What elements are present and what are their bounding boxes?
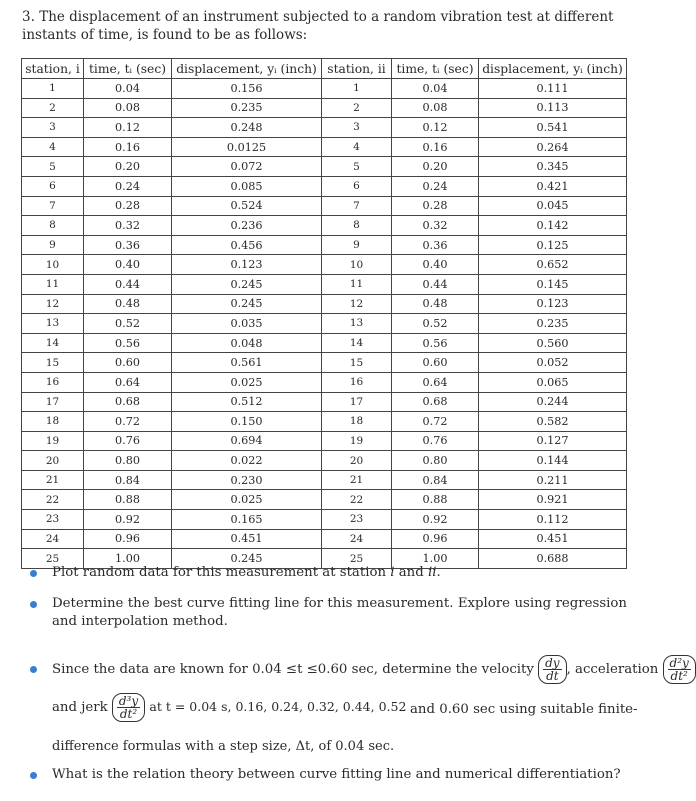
table-cell: 22 <box>322 490 392 510</box>
table-cell: 0.211 <box>479 470 627 490</box>
table-cell: 10 <box>22 255 84 275</box>
table-cell: 21 <box>22 470 84 490</box>
table-cell: 0.96 <box>84 529 172 549</box>
table-cell: 3 <box>322 118 392 138</box>
table-cell: 0.72 <box>84 412 172 432</box>
table-row <box>22 372 627 392</box>
table-cell: 0.52 <box>84 314 172 334</box>
table-row <box>22 431 627 451</box>
table-cell: 0.0125 <box>172 137 322 157</box>
table-cell: 0.92 <box>392 510 479 530</box>
table-cell: 1.00 <box>84 549 172 569</box>
table-row <box>22 353 627 373</box>
table-cell: 0.12 <box>392 118 479 138</box>
question-number: 3. <box>22 9 35 25</box>
table-cell: 14 <box>322 333 392 353</box>
table-cell: 17 <box>22 392 84 412</box>
table-cell: 0.235 <box>479 314 627 334</box>
table-cell: 0.156 <box>172 79 322 99</box>
header-station-i: station, i <box>22 59 84 79</box>
table-cell: 0.451 <box>479 529 627 549</box>
table-cell: 0.264 <box>479 137 627 157</box>
table-cell: 0.72 <box>392 412 479 432</box>
bullet-dot <box>30 772 37 779</box>
table-cell: 0.88 <box>84 490 172 510</box>
table-cell: 0.60 <box>84 353 172 373</box>
table-cell: 15 <box>322 353 392 373</box>
bullet-plot-text: Plot random data for this measurement at station i and ii. <box>52 565 441 580</box>
table-cell: 0.80 <box>84 451 172 471</box>
table-cell: 0.052 <box>479 353 627 373</box>
table-cell: 0.150 <box>172 412 322 432</box>
table-cell: 0.123 <box>479 294 627 314</box>
bullet-dot <box>30 666 37 673</box>
table-cell: 0.56 <box>84 333 172 353</box>
bullet-curve-fit-text: Determine the best curve fitting line for this measurement. Explore using regression and interpolation method. <box>52 596 627 629</box>
question-text <box>22 8 642 44</box>
table-row <box>22 235 627 255</box>
table-cell: 0.08 <box>392 98 479 118</box>
table-cell: 1 <box>322 79 392 99</box>
table-cell: 21 <box>322 470 392 490</box>
table-cell: 7 <box>322 196 392 216</box>
table-cell: 0.127 <box>479 431 627 451</box>
table-cell: 0.64 <box>392 372 479 392</box>
table-cell: 0.36 <box>392 235 479 255</box>
table-cell: 0.248 <box>172 118 322 138</box>
table-cell: 0.072 <box>172 157 322 177</box>
table-cell: 0.035 <box>172 314 322 334</box>
table-cell: 0.512 <box>172 392 322 412</box>
table-cell: 0.113 <box>479 98 627 118</box>
table-row <box>22 412 627 432</box>
table-cell: 0.40 <box>84 255 172 275</box>
table-cell: 7 <box>22 196 84 216</box>
table-cell: 0.142 <box>479 216 627 236</box>
table-cell: 0.76 <box>84 431 172 451</box>
table-cell: 0.921 <box>479 490 627 510</box>
table-cell: 0.085 <box>172 176 322 196</box>
table-cell: 0.345 <box>479 157 627 177</box>
table-cell: 0.20 <box>84 157 172 177</box>
table-cell: 0.80 <box>392 451 479 471</box>
table-cell: 13 <box>322 314 392 334</box>
table-cell: 16 <box>322 372 392 392</box>
table-cell: 1.00 <box>392 549 479 569</box>
table-cell: 16 <box>22 372 84 392</box>
table-cell: 24 <box>322 529 392 549</box>
header-time-i: time, tᵢ (sec) <box>84 59 172 79</box>
table-row <box>22 118 627 138</box>
table-cell: 20 <box>322 451 392 471</box>
table-cell: 5 <box>322 157 392 177</box>
table-cell: 0.44 <box>392 274 479 294</box>
velocity-fraction: $\frac{dy}{dt}$ <box>538 655 566 684</box>
table-cell: 25 <box>22 549 84 569</box>
table-cell: 20 <box>22 451 84 471</box>
table-cell: 0.025 <box>172 372 322 392</box>
table-cell: 0.20 <box>392 157 479 177</box>
table-cell: 19 <box>322 431 392 451</box>
table-row <box>22 314 627 334</box>
jerk-fraction: $\frac{\text{d³y}}{\text{dt²}}$ <box>112 693 145 722</box>
table-cell: 0.144 <box>479 451 627 471</box>
table-cell: 0.84 <box>392 470 479 490</box>
table-cell: 18 <box>322 412 392 432</box>
table-cell: 0.236 <box>172 216 322 236</box>
table-cell: 11 <box>322 274 392 294</box>
table-cell: 0.230 <box>172 470 322 490</box>
bullet-dot <box>30 601 37 608</box>
question-body: The displacement of an instrument subjected to a random vibration test at different instants of time, is found to be as follows: <box>22 9 614 43</box>
table-cell: 0.524 <box>172 196 322 216</box>
header-station-ii: station, ii <box>322 59 392 79</box>
table-cell: 0.04 <box>84 79 172 99</box>
table-cell: 0.582 <box>479 412 627 432</box>
table-cell: 0.08 <box>84 98 172 118</box>
table-cell: 4 <box>322 137 392 157</box>
displacement-table <box>21 58 627 569</box>
table-cell: 0.28 <box>392 196 479 216</box>
table-row <box>22 79 627 99</box>
table-cell: 0.16 <box>84 137 172 157</box>
table-cell: 0.245 <box>172 274 322 294</box>
table-row <box>22 157 627 177</box>
table-cell: 0.04 <box>392 79 479 99</box>
table-cell: 0.24 <box>84 176 172 196</box>
table-cell: 0.045 <box>479 196 627 216</box>
table-cell: 0.561 <box>172 353 322 373</box>
table-cell: 0.022 <box>172 451 322 471</box>
table-row <box>22 529 627 549</box>
table-cell: 24 <box>22 529 84 549</box>
table-cell: 6 <box>322 176 392 196</box>
table-cell: 10 <box>322 255 392 275</box>
table-cell: 0.16 <box>392 137 479 157</box>
table-row <box>22 392 627 412</box>
table-cell: 0.451 <box>172 529 322 549</box>
bullet-dot <box>30 570 37 577</box>
table-cell: 22 <box>22 490 84 510</box>
table-row <box>22 216 627 236</box>
table-cell: 0.652 <box>479 255 627 275</box>
table-cell: 0.28 <box>84 196 172 216</box>
table-cell: 0.24 <box>392 176 479 196</box>
table-row <box>22 470 627 490</box>
table-cell: 12 <box>322 294 392 314</box>
table-cell: 0.68 <box>84 392 172 412</box>
table-cell: 3 <box>22 118 84 138</box>
header-displacement-i: displacement, yᵢ (inch) <box>172 59 322 79</box>
table-cell: 0.12 <box>84 118 172 138</box>
table-cell: 5 <box>22 157 84 177</box>
table-cell: 4 <box>22 137 84 157</box>
table-cell: 0.88 <box>392 490 479 510</box>
table-cell: 6 <box>22 176 84 196</box>
table-row <box>22 196 627 216</box>
table-cell: 0.125 <box>479 235 627 255</box>
table-cell: 2 <box>22 98 84 118</box>
table-cell: 0.235 <box>172 98 322 118</box>
table-cell: 2 <box>322 98 392 118</box>
bullet-relation-text: What is the relation theory between curve fitting line and numerical differentiation? <box>52 767 621 782</box>
table-cell: 0.84 <box>84 470 172 490</box>
table-cell: 0.112 <box>479 510 627 530</box>
table-cell: 11 <box>22 274 84 294</box>
table-row <box>22 333 627 353</box>
table-cell: 15 <box>22 353 84 373</box>
table-cell: 0.245 <box>172 294 322 314</box>
table-cell: 0.32 <box>84 216 172 236</box>
table-cell: 9 <box>322 235 392 255</box>
table-cell: 18 <box>22 412 84 432</box>
table-cell: 0.541 <box>479 118 627 138</box>
table-cell: 0.48 <box>84 294 172 314</box>
acceleration-fraction: $\frac{\text{d²y}}{\text{dt²}}$ <box>663 655 696 684</box>
table-cell: 0.688 <box>479 549 627 569</box>
table-cell: 0.32 <box>392 216 479 236</box>
table-row <box>22 294 627 314</box>
table-cell: 0.421 <box>479 176 627 196</box>
table-cell: 0.96 <box>392 529 479 549</box>
table-cell: 0.165 <box>172 510 322 530</box>
table-cell: 0.456 <box>172 235 322 255</box>
table-cell: 25 <box>322 549 392 569</box>
table-row <box>22 98 627 118</box>
table-cell: 0.68 <box>392 392 479 412</box>
table-cell: 0.145 <box>479 274 627 294</box>
table-row <box>22 451 627 471</box>
table-cell: 1 <box>22 79 84 99</box>
table-cell: 0.92 <box>84 510 172 530</box>
table-cell: 0.111 <box>479 79 627 99</box>
table-cell: 0.36 <box>84 235 172 255</box>
table-row <box>22 176 627 196</box>
table-cell: 0.60 <box>392 353 479 373</box>
table-cell: 0.52 <box>392 314 479 334</box>
table-header-row <box>22 59 627 79</box>
table-cell: 0.025 <box>172 490 322 510</box>
table-cell: 17 <box>322 392 392 412</box>
table-cell: 0.065 <box>479 372 627 392</box>
table-cell: 14 <box>22 333 84 353</box>
table-cell: 8 <box>322 216 392 236</box>
table-cell: 0.694 <box>172 431 322 451</box>
table-cell: 12 <box>22 294 84 314</box>
table-cell: 0.560 <box>479 333 627 353</box>
table-row <box>22 490 627 510</box>
table-cell: 0.048 <box>172 333 322 353</box>
table-row <box>22 510 627 530</box>
table-cell: 13 <box>22 314 84 334</box>
table-row <box>22 255 627 275</box>
table-row <box>22 137 627 157</box>
table-cell: 0.44 <box>84 274 172 294</box>
table-cell: 8 <box>22 216 84 236</box>
table-cell: 0.76 <box>392 431 479 451</box>
table-cell: 0.40 <box>392 255 479 275</box>
table-cell: 23 <box>322 510 392 530</box>
header-time-ii: time, tᵢ (sec) <box>392 59 479 79</box>
table-cell: 0.244 <box>479 392 627 412</box>
bullet-derivatives-line1: Since the data are known for 0.04 ≤t ≤0.60 sec, determine the velocity $\frac{dy}{dt}$ , acceleration $\frac{\text{d²y}}{\text{dt²}}$ <box>52 655 696 684</box>
header-displacement-ii: displacement, yᵢ (inch) <box>479 59 627 79</box>
table-cell: 0.245 <box>172 549 322 569</box>
table-cell: 0.48 <box>392 294 479 314</box>
table-cell: 23 <box>22 510 84 530</box>
table-cell: 0.64 <box>84 372 172 392</box>
table-cell: 19 <box>22 431 84 451</box>
table-body <box>22 79 627 569</box>
table-row <box>22 274 627 294</box>
table-cell: 0.56 <box>392 333 479 353</box>
table-cell: 0.123 <box>172 255 322 275</box>
table-cell: 9 <box>22 235 84 255</box>
